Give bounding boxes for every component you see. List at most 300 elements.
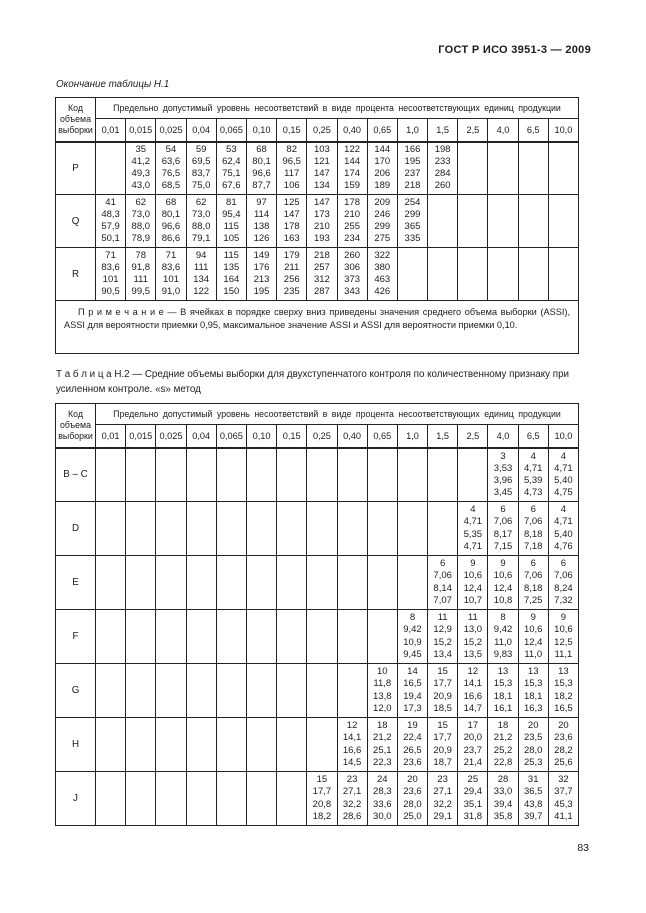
data-cell xyxy=(548,610,578,664)
cell-line: 21,2 xyxy=(493,732,513,744)
data-cell xyxy=(96,248,126,301)
data-cell xyxy=(397,448,427,502)
data-cell xyxy=(397,502,427,556)
data-cell xyxy=(126,502,156,556)
column-header: 0,25 xyxy=(307,425,337,448)
cell-line: 4 xyxy=(530,450,536,462)
cell-line: 254 xyxy=(404,196,421,208)
data-cell xyxy=(458,142,488,195)
cell-line: 12,0 xyxy=(373,702,392,714)
data-cell xyxy=(367,448,397,502)
data-cell xyxy=(216,718,246,772)
cell-line: 260 xyxy=(434,180,451,192)
column-header: 1,0 xyxy=(397,425,427,448)
cell-line: 306 xyxy=(344,261,361,273)
data-cell xyxy=(277,142,307,195)
cell-line: 18 xyxy=(376,720,388,732)
row-label: H xyxy=(56,718,96,772)
cell-line: 54 xyxy=(165,144,177,156)
data-cell xyxy=(428,248,458,301)
cell-line: 166 xyxy=(404,144,421,156)
cell-line: 94 xyxy=(195,249,207,261)
cell-line: 4,71 xyxy=(554,462,573,474)
cell-line: 36,5 xyxy=(523,786,543,798)
cell-line: 20,8 xyxy=(312,798,332,810)
limit-level-header: Предельно допустимый уровень несоответствий в виде процента несоответствующих единиц продукции xyxy=(96,98,579,119)
cell-line: 23,6 xyxy=(554,732,573,744)
cell-line: 23,6 xyxy=(403,756,422,768)
data-cell xyxy=(126,142,156,195)
cell-line: 62 xyxy=(135,196,147,208)
sample-size-code-header: Код объема выборки xyxy=(56,98,96,142)
data-cell xyxy=(397,664,427,718)
cell-line: 299 xyxy=(374,221,391,232)
cell-line: 246 xyxy=(374,208,391,220)
data-cell xyxy=(488,248,518,301)
cell-line: 13 xyxy=(527,666,539,678)
cell-line: 18,5 xyxy=(433,702,452,714)
data-cell xyxy=(397,772,427,826)
data-cell xyxy=(367,664,397,718)
cell-line: 6 xyxy=(530,558,536,570)
cell-line: 9,83 xyxy=(493,648,513,660)
data-cell xyxy=(307,772,337,826)
data-cell xyxy=(156,610,186,664)
cell-line: 134 xyxy=(313,180,330,192)
cell-line: 33,0 xyxy=(493,786,513,798)
cell-line: 10,8 xyxy=(493,594,513,606)
cell-line: 150 xyxy=(223,286,240,298)
cell-line: 380 xyxy=(374,261,391,273)
cell-line: 90,5 xyxy=(101,286,120,298)
cell-line: 57,9 xyxy=(101,221,120,232)
data-cell xyxy=(156,448,186,502)
table-note: П р и м е ч а н и е — В ячейках в порядке сверху вниз приведены значения среднего объема выборки (ASSI), ASSI для вероятности приемки 0,95, максимальное значение ASSI и ASSI для вероятности приемки 0,10. xyxy=(56,301,579,354)
column-header: 0,01 xyxy=(96,425,126,448)
column-header-row xyxy=(56,119,579,142)
cell-line: 16,6 xyxy=(342,744,362,756)
data-cell xyxy=(337,448,367,502)
cell-line: 12,4 xyxy=(463,582,483,594)
data-cell xyxy=(518,556,548,610)
cell-line: 125 xyxy=(283,196,300,208)
data-cell xyxy=(518,610,548,664)
cell-line: 373 xyxy=(344,274,361,285)
data-cell xyxy=(367,556,397,610)
data-cell xyxy=(518,448,548,502)
cell-line: 48,3 xyxy=(101,208,120,220)
cell-line: 18,1 xyxy=(523,690,543,702)
cell-line: 28,3 xyxy=(373,786,392,798)
cell-line: 15,2 xyxy=(433,636,452,648)
cell-line: 9,42 xyxy=(403,624,422,636)
column-header: 0,10 xyxy=(246,425,276,448)
cell-line: 178 xyxy=(283,221,300,232)
cell-line: 5,40 xyxy=(554,474,573,486)
data-cell xyxy=(277,448,307,502)
cell-line: 80,1 xyxy=(252,156,271,168)
data-cell xyxy=(548,556,578,610)
cell-line: 7,07 xyxy=(433,594,452,606)
cell-line: 218 xyxy=(404,180,421,192)
cell-line: 24 xyxy=(376,774,388,786)
cell-line: 15 xyxy=(437,666,448,678)
cell-line: 170 xyxy=(374,156,391,168)
table-row xyxy=(56,142,579,195)
data-cell xyxy=(156,195,186,248)
data-cell xyxy=(186,556,216,610)
data-cell xyxy=(126,718,156,772)
cell-line: 14,5 xyxy=(342,756,362,768)
cell-line: 13 xyxy=(558,666,569,678)
data-cell xyxy=(307,502,337,556)
cell-line: 147 xyxy=(313,168,330,180)
data-cell xyxy=(156,248,186,301)
data-cell xyxy=(458,610,488,664)
cell-line: 5,35 xyxy=(463,528,483,540)
cell-line: 15,3 xyxy=(493,678,513,690)
cell-line: 23,6 xyxy=(403,786,422,798)
cell-line: 7,06 xyxy=(554,570,573,582)
cell-line: 7,18 xyxy=(523,540,543,552)
cell-line: 284 xyxy=(434,168,451,180)
data-cell xyxy=(397,195,427,248)
cell-line: 30,0 xyxy=(373,810,392,822)
cell-line: 53 xyxy=(226,144,237,156)
cell-line: 237 xyxy=(404,168,421,180)
cell-line: 16,6 xyxy=(463,690,483,702)
row-label: J xyxy=(56,772,96,826)
data-cell xyxy=(126,664,156,718)
data-cell xyxy=(186,664,216,718)
cell-line: 11,0 xyxy=(524,648,543,660)
cell-line: 11 xyxy=(437,612,448,624)
data-cell xyxy=(277,772,307,826)
data-cell xyxy=(96,610,126,664)
cell-line: 31 xyxy=(527,774,539,786)
cell-line: 28,0 xyxy=(523,744,543,756)
data-cell xyxy=(367,772,397,826)
data-cell xyxy=(548,448,578,502)
data-cell xyxy=(186,142,216,195)
data-cell xyxy=(518,718,548,772)
note-row xyxy=(56,301,579,354)
data-cell xyxy=(307,142,337,195)
cell-line: 5,39 xyxy=(523,474,543,486)
cell-line: 115 xyxy=(223,249,239,261)
column-header: 0,025 xyxy=(156,119,186,142)
table-row xyxy=(56,610,579,664)
cell-line: 8,17 xyxy=(493,528,513,540)
column-header: 0,04 xyxy=(186,425,216,448)
cell-line: 18,2 xyxy=(554,690,573,702)
cell-line: 10,6 xyxy=(554,624,573,636)
column-header: 0,40 xyxy=(337,119,367,142)
cell-line: 195 xyxy=(253,286,270,298)
cell-line: 68,5 xyxy=(161,180,181,192)
data-cell xyxy=(246,448,276,502)
row-label: D xyxy=(56,502,96,556)
table-h1-caption: Окончание таблицы Н.1 xyxy=(56,79,170,90)
table-row xyxy=(56,502,579,556)
data-cell xyxy=(488,195,518,248)
cell-line: 18 xyxy=(497,720,509,732)
cell-line: 25 xyxy=(467,774,479,786)
cell-line: 3 xyxy=(500,450,506,462)
cell-line: 14 xyxy=(407,666,418,678)
data-cell xyxy=(126,195,156,248)
cell-line: 16,1 xyxy=(493,702,513,714)
data-cell xyxy=(458,556,488,610)
data-cell xyxy=(156,556,186,610)
data-cell xyxy=(126,248,156,301)
data-cell xyxy=(246,502,276,556)
cell-line: 17,7 xyxy=(433,732,452,744)
data-cell xyxy=(428,664,458,718)
cell-line: 95,4 xyxy=(222,208,241,220)
cell-line: 7,32 xyxy=(554,594,573,606)
table-h2 xyxy=(55,403,579,826)
cell-line: 193 xyxy=(313,233,330,245)
cell-line: 8,14 xyxy=(433,582,452,594)
cell-line: 62,4 xyxy=(222,156,241,168)
cell-line: 97 xyxy=(256,196,267,208)
data-cell xyxy=(96,556,126,610)
cell-line: 39,7 xyxy=(523,810,543,822)
data-cell xyxy=(216,772,246,826)
data-cell xyxy=(548,248,578,301)
cell-line: 22,8 xyxy=(493,756,513,768)
cell-line: 88,0 xyxy=(191,221,211,232)
cell-line: 13,8 xyxy=(373,690,392,702)
table-row xyxy=(56,664,579,718)
cell-line: 12,4 xyxy=(493,582,513,594)
cell-line: 10,6 xyxy=(463,570,483,582)
cell-line: 18,1 xyxy=(493,690,513,702)
cell-line: 73,0 xyxy=(191,208,211,220)
cell-line: 83,7 xyxy=(191,168,211,180)
cell-line: 163 xyxy=(283,233,300,245)
cell-line: 50,1 xyxy=(101,233,120,245)
cell-line: 7,15 xyxy=(493,540,513,552)
data-cell xyxy=(246,248,276,301)
cell-line: 4 xyxy=(560,504,567,516)
cell-line: 16,3 xyxy=(523,702,543,714)
cell-line: 16,5 xyxy=(403,678,422,690)
cell-line: 73,0 xyxy=(131,208,151,220)
data-cell xyxy=(488,556,518,610)
table-h2-title: Т а б л и ц а Н.2 — Средние объемы выборки для двухступенчатого контроля по количественному признаку при усиленном контроле. «s» метод xyxy=(56,369,569,395)
data-cell xyxy=(307,556,337,610)
cell-line: 96,6 xyxy=(161,221,181,232)
column-header: 6,5 xyxy=(518,119,548,142)
cell-line: 45,3 xyxy=(554,798,573,810)
data-cell xyxy=(277,248,307,301)
cell-line: 25,6 xyxy=(554,756,573,768)
cell-line: 8,18 xyxy=(523,582,543,594)
cell-line: 35 xyxy=(135,144,147,156)
column-header: 0,065 xyxy=(216,119,246,142)
data-cell xyxy=(337,772,367,826)
cell-line: 83,6 xyxy=(101,261,120,273)
cell-line: 103 xyxy=(313,144,330,156)
cell-line: 26,5 xyxy=(403,744,422,756)
cell-line: 6 xyxy=(440,558,446,570)
cell-line: 8,24 xyxy=(554,582,573,594)
data-cell xyxy=(96,195,126,248)
cell-line: 159 xyxy=(344,180,361,192)
cell-line: 178 xyxy=(344,196,361,208)
cell-line: 41 xyxy=(105,196,116,208)
data-cell xyxy=(337,664,367,718)
table-h1 xyxy=(55,97,579,354)
cell-line: 12,4 xyxy=(523,636,543,648)
data-cell xyxy=(367,502,397,556)
cell-line: 299 xyxy=(404,208,421,220)
data-cell xyxy=(186,248,216,301)
data-cell xyxy=(488,610,518,664)
data-cell xyxy=(337,142,367,195)
cell-line: 35,8 xyxy=(493,810,513,822)
page-number: 83 xyxy=(577,842,589,854)
data-cell xyxy=(307,248,337,301)
table-row xyxy=(56,556,579,610)
cell-line: 463 xyxy=(374,274,391,285)
cell-line: 17,3 xyxy=(403,702,422,714)
cell-line: 256 xyxy=(283,274,300,285)
cell-line: 6 xyxy=(530,504,536,516)
cell-line: 87,7 xyxy=(252,180,271,192)
data-cell xyxy=(428,718,458,772)
cell-line: 365 xyxy=(404,221,421,232)
data-cell xyxy=(337,718,367,772)
cell-line: 144 xyxy=(344,156,361,168)
cell-line: 210 xyxy=(313,221,330,232)
data-cell xyxy=(216,448,246,502)
cell-line: 43,0 xyxy=(131,180,151,192)
data-cell xyxy=(156,718,186,772)
cell-line: 20,9 xyxy=(433,690,452,702)
data-cell xyxy=(428,448,458,502)
cell-line: 99,5 xyxy=(131,286,151,298)
cell-line: 11,0 xyxy=(494,636,512,648)
data-cell xyxy=(186,195,216,248)
data-cell xyxy=(186,502,216,556)
data-cell xyxy=(246,142,276,195)
data-cell xyxy=(216,502,246,556)
cell-line: 12 xyxy=(346,720,358,732)
cell-line: 13,4 xyxy=(433,648,452,660)
cell-line: 4,71 xyxy=(463,540,483,552)
row-label: P xyxy=(56,142,96,195)
cell-line: 41,2 xyxy=(131,156,151,168)
data-cell xyxy=(367,610,397,664)
cell-line: 4,71 xyxy=(463,516,483,528)
cell-line: 78,9 xyxy=(131,233,151,245)
cell-line: 213 xyxy=(253,274,270,285)
cell-line: 117 xyxy=(284,168,300,180)
data-cell xyxy=(458,195,488,248)
cell-line: 29,1 xyxy=(433,810,452,822)
row-label: Q xyxy=(56,195,96,248)
cell-line: 206 xyxy=(374,168,391,180)
data-cell xyxy=(126,448,156,502)
data-cell xyxy=(277,556,307,610)
data-cell xyxy=(186,772,216,826)
cell-line: 20,9 xyxy=(433,744,452,756)
data-cell xyxy=(307,610,337,664)
data-cell xyxy=(307,448,337,502)
data-cell xyxy=(277,718,307,772)
table-row xyxy=(56,772,579,826)
data-cell xyxy=(428,142,458,195)
cell-line: 10,6 xyxy=(493,570,513,582)
cell-line: 32 xyxy=(558,774,569,786)
data-cell xyxy=(126,610,156,664)
cell-line: 18,7 xyxy=(433,756,452,768)
data-cell xyxy=(458,772,488,826)
column-header: 0,15 xyxy=(277,119,307,142)
cell-line: 147 xyxy=(313,196,330,208)
doc-header-title: ГОСТ Р ИСО 3951-3 — 2009 xyxy=(438,44,591,56)
data-cell xyxy=(458,718,488,772)
cell-line: 37,7 xyxy=(554,786,573,798)
data-cell xyxy=(246,664,276,718)
column-header: 10,0 xyxy=(548,119,578,142)
cell-line: 96,6 xyxy=(252,168,271,180)
cell-line: 91,8 xyxy=(131,261,151,273)
cell-line: 7,06 xyxy=(523,570,543,582)
data-cell xyxy=(488,772,518,826)
cell-line: 195 xyxy=(404,156,421,168)
cell-line: 81 xyxy=(226,196,237,208)
cell-line: 9 xyxy=(500,558,506,570)
data-cell xyxy=(156,664,186,718)
cell-line: 23,5 xyxy=(523,732,543,744)
cell-line: 426 xyxy=(374,286,391,298)
data-cell xyxy=(428,556,458,610)
cell-line: 5,40 xyxy=(554,528,573,540)
row-label: R xyxy=(56,248,96,301)
cell-line: 11,8 xyxy=(373,678,392,690)
data-cell xyxy=(216,142,246,195)
data-cell xyxy=(307,718,337,772)
cell-line: 179 xyxy=(283,249,300,261)
cell-line: 13 xyxy=(497,666,509,678)
data-cell xyxy=(548,718,578,772)
column-header: 0,40 xyxy=(337,425,367,448)
cell-line: 17 xyxy=(467,720,479,732)
cell-line: 4,73 xyxy=(523,486,543,498)
cell-line: 78 xyxy=(135,249,147,261)
data-cell xyxy=(518,664,548,718)
data-cell xyxy=(277,502,307,556)
data-cell xyxy=(277,610,307,664)
data-cell xyxy=(397,142,427,195)
data-cell xyxy=(216,195,246,248)
cell-line: 260 xyxy=(344,249,361,261)
data-cell xyxy=(96,718,126,772)
cell-line: 71 xyxy=(165,249,177,261)
cell-line: 4 xyxy=(470,504,476,516)
data-cell xyxy=(96,664,126,718)
cell-line: 173 xyxy=(313,208,330,220)
data-cell xyxy=(337,556,367,610)
table-row xyxy=(56,248,579,301)
column-header: 0,65 xyxy=(367,425,397,448)
cell-line: 218 xyxy=(313,249,330,261)
cell-line: 8 xyxy=(409,612,416,624)
